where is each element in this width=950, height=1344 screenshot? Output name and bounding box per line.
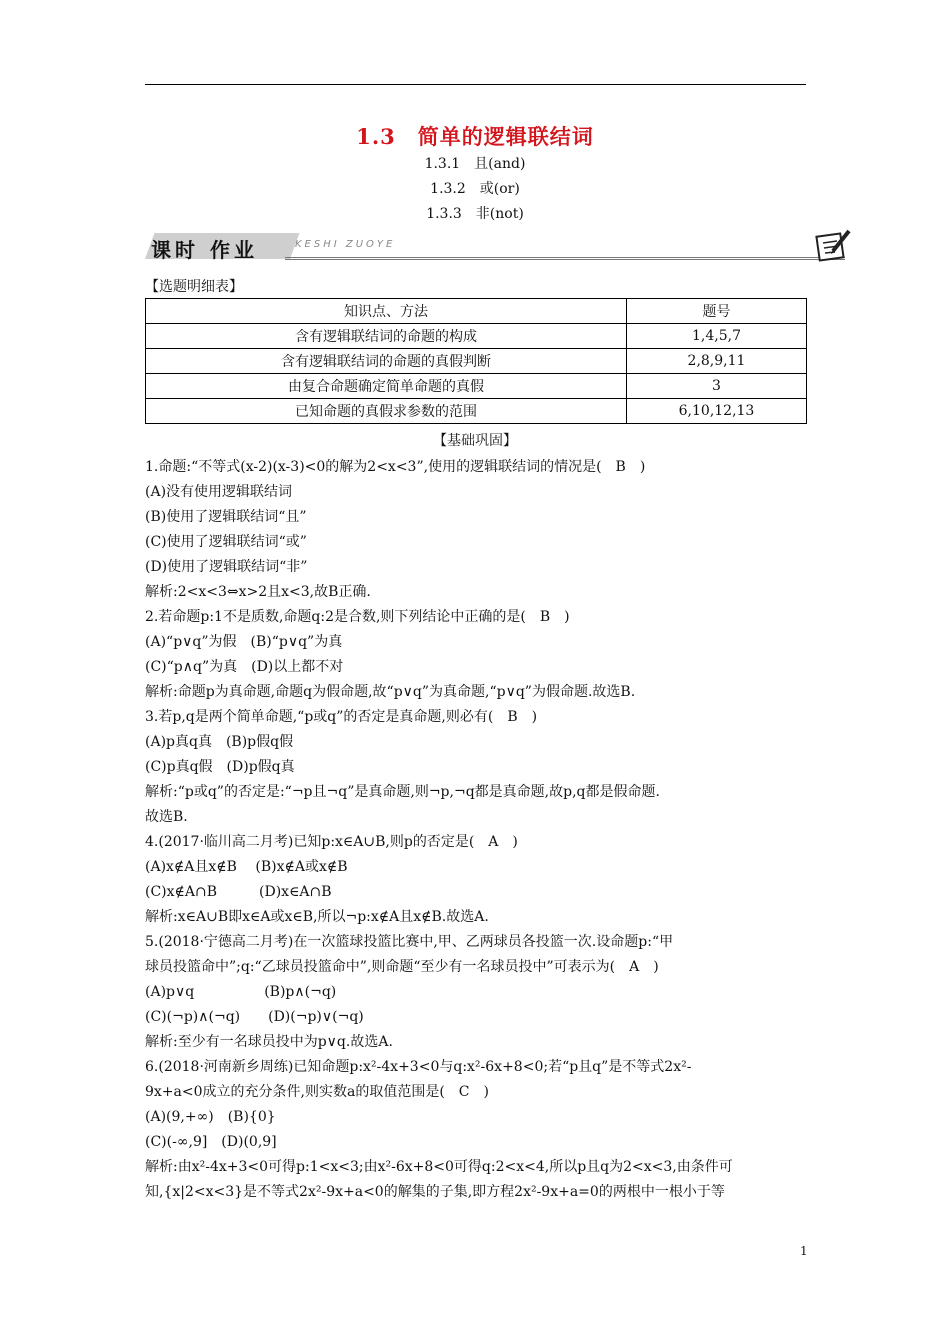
header-rule xyxy=(145,84,806,85)
text-line: 2.若命题p:1不是质数,命题q:2是合数,则下列结论中正确的是( B ) xyxy=(145,609,570,625)
notebook-pencil-icon xyxy=(815,227,853,263)
text-line: (C)(-∞,9] (D)(0,9] xyxy=(145,1134,277,1150)
table-cell: 2,8,9,11 xyxy=(627,349,807,374)
text-line: 9x+a<0成立的充分条件,则实数a的取值范围是( C ) xyxy=(145,1084,489,1100)
subtitle-2: 1.3.2 或(or) xyxy=(430,181,520,197)
table-header: 题号 xyxy=(627,299,807,324)
table-cell: 由复合命题确定简单命题的真假 xyxy=(146,374,627,399)
text-line: 解析:x∈A∪B即x∈A或x∈B,所以¬p:x∉A且x∉B.故选A. xyxy=(145,909,489,925)
text-line: (A)p真q真 (B)p假q假 xyxy=(145,734,294,750)
text-line: 知,{x|2<x<3}是不等式2x²-9x+a<0的解集的子集,即方程2x²-9x+a=0的两根中一根小于等 xyxy=(145,1184,725,1200)
text-line: (A)p∨q (B)p∧(¬q) xyxy=(145,984,337,1000)
text-line: (C)x∉A∩B (D)x∈A∩B xyxy=(145,884,332,900)
text-line: 解析:由x²-4x+3<0可得p:1<x<3;由x²-6x+8<0可得q:2<x<4,所以p且q为2<x<3,由条件可 xyxy=(145,1159,733,1175)
text-line: (A)(9,+∞) (B){0} xyxy=(145,1109,276,1125)
detail-table-label: 【选题明细表】 xyxy=(145,279,243,295)
table-header-row xyxy=(146,299,807,324)
homework-banner xyxy=(145,229,857,263)
page-number: 1 xyxy=(800,1244,808,1258)
subtitle-3: 1.3.3 非(not) xyxy=(426,206,524,222)
table-cell: 含有逻辑联结词的命题的构成 xyxy=(146,324,627,349)
text-line: (A)“p∨q”为假 (B)“p∨q”为真 xyxy=(145,634,343,650)
table-row xyxy=(146,374,807,399)
text-line: 解析:2<x<3⇔x>2且x<3,故B正确. xyxy=(145,584,371,600)
text-line: 故选B. xyxy=(145,809,188,825)
text-line: (B)使用了逻辑联结词“且” xyxy=(145,509,307,525)
text-line: 解析:“p或q”的否定是:“¬p且¬q”是真命题,则¬p,¬q都是真命题,故p,q都是假命题. xyxy=(145,784,660,800)
text-line: 1.命题:“不等式(x-2)(x-3)<0的解为2<x<3”,使用的逻辑联结词的情况是( B ) xyxy=(145,459,646,475)
detail-table xyxy=(145,298,807,424)
table-row xyxy=(146,399,807,424)
text-line: 解析:命题p为真命题,命题q为假命题,故“p∨q”为真命题,“p∨q”为假命题.故选B. xyxy=(145,684,636,700)
table-row xyxy=(146,349,807,374)
banner-english: KESHI ZUOYE xyxy=(295,239,396,250)
section-title: 1.3 简单的逻辑联结词 xyxy=(356,124,594,149)
text-line: 球员投篮命中”;q:“乙球员投篮命中”,则命题“至少有一名球员投中”可表示为( A ) xyxy=(145,959,659,975)
table-cell: 6,10,12,13 xyxy=(627,399,807,424)
basic-section-label: 【基础巩固】 xyxy=(433,433,517,449)
table-cell: 1,4,5,7 xyxy=(627,324,807,349)
text-line: (C)使用了逻辑联结词“或” xyxy=(145,534,307,550)
table-row xyxy=(146,324,807,349)
subtitle-1: 1.3.1 且(and) xyxy=(424,156,526,172)
text-line: (C)p真q假 (D)p假q真 xyxy=(145,759,295,775)
banner-line xyxy=(285,257,845,260)
table-cell: 3 xyxy=(627,374,807,399)
text-line: 5.(2018·宁德高二月考)在一次篮球投篮比赛中,甲、乙两球员各投篮一次.设命题p:“甲 xyxy=(145,934,674,950)
table-header: 知识点、方法 xyxy=(146,299,627,324)
table-cell: 已知命题的真假求参数的范围 xyxy=(146,399,627,424)
text-line: (D)使用了逻辑联结词“非” xyxy=(145,559,308,575)
banner-text: 课时 作业 xyxy=(151,238,258,262)
text-line: 解析:至少有一名球员投中为p∨q.故选A. xyxy=(145,1034,393,1050)
text-line: 3.若p,q是两个简单命题,“p或q”的否定是真命题,则必有( B ) xyxy=(145,709,538,725)
text-line: (C)“p∧q”为真 (D)以上都不对 xyxy=(145,659,344,675)
table-cell: 含有逻辑联结词的命题的真假判断 xyxy=(146,349,627,374)
text-line: (C)(¬p)∧(¬q) (D)(¬p)∨(¬q) xyxy=(145,1009,364,1025)
text-line: 6.(2018·河南新乡周练)已知命题p:x²-4x+3<0与q:x²-6x+8<0;若“p且q”是不等式2x²- xyxy=(145,1059,692,1075)
text-line: 4.(2017·临川高二月考)已知p:x∈A∪B,则p的否定是( A ) xyxy=(145,834,518,850)
text-line: (A)没有使用逻辑联结词 xyxy=(145,484,293,500)
text-line: (A)x∉A且x∉B (B)x∉A或x∉B xyxy=(145,859,348,875)
